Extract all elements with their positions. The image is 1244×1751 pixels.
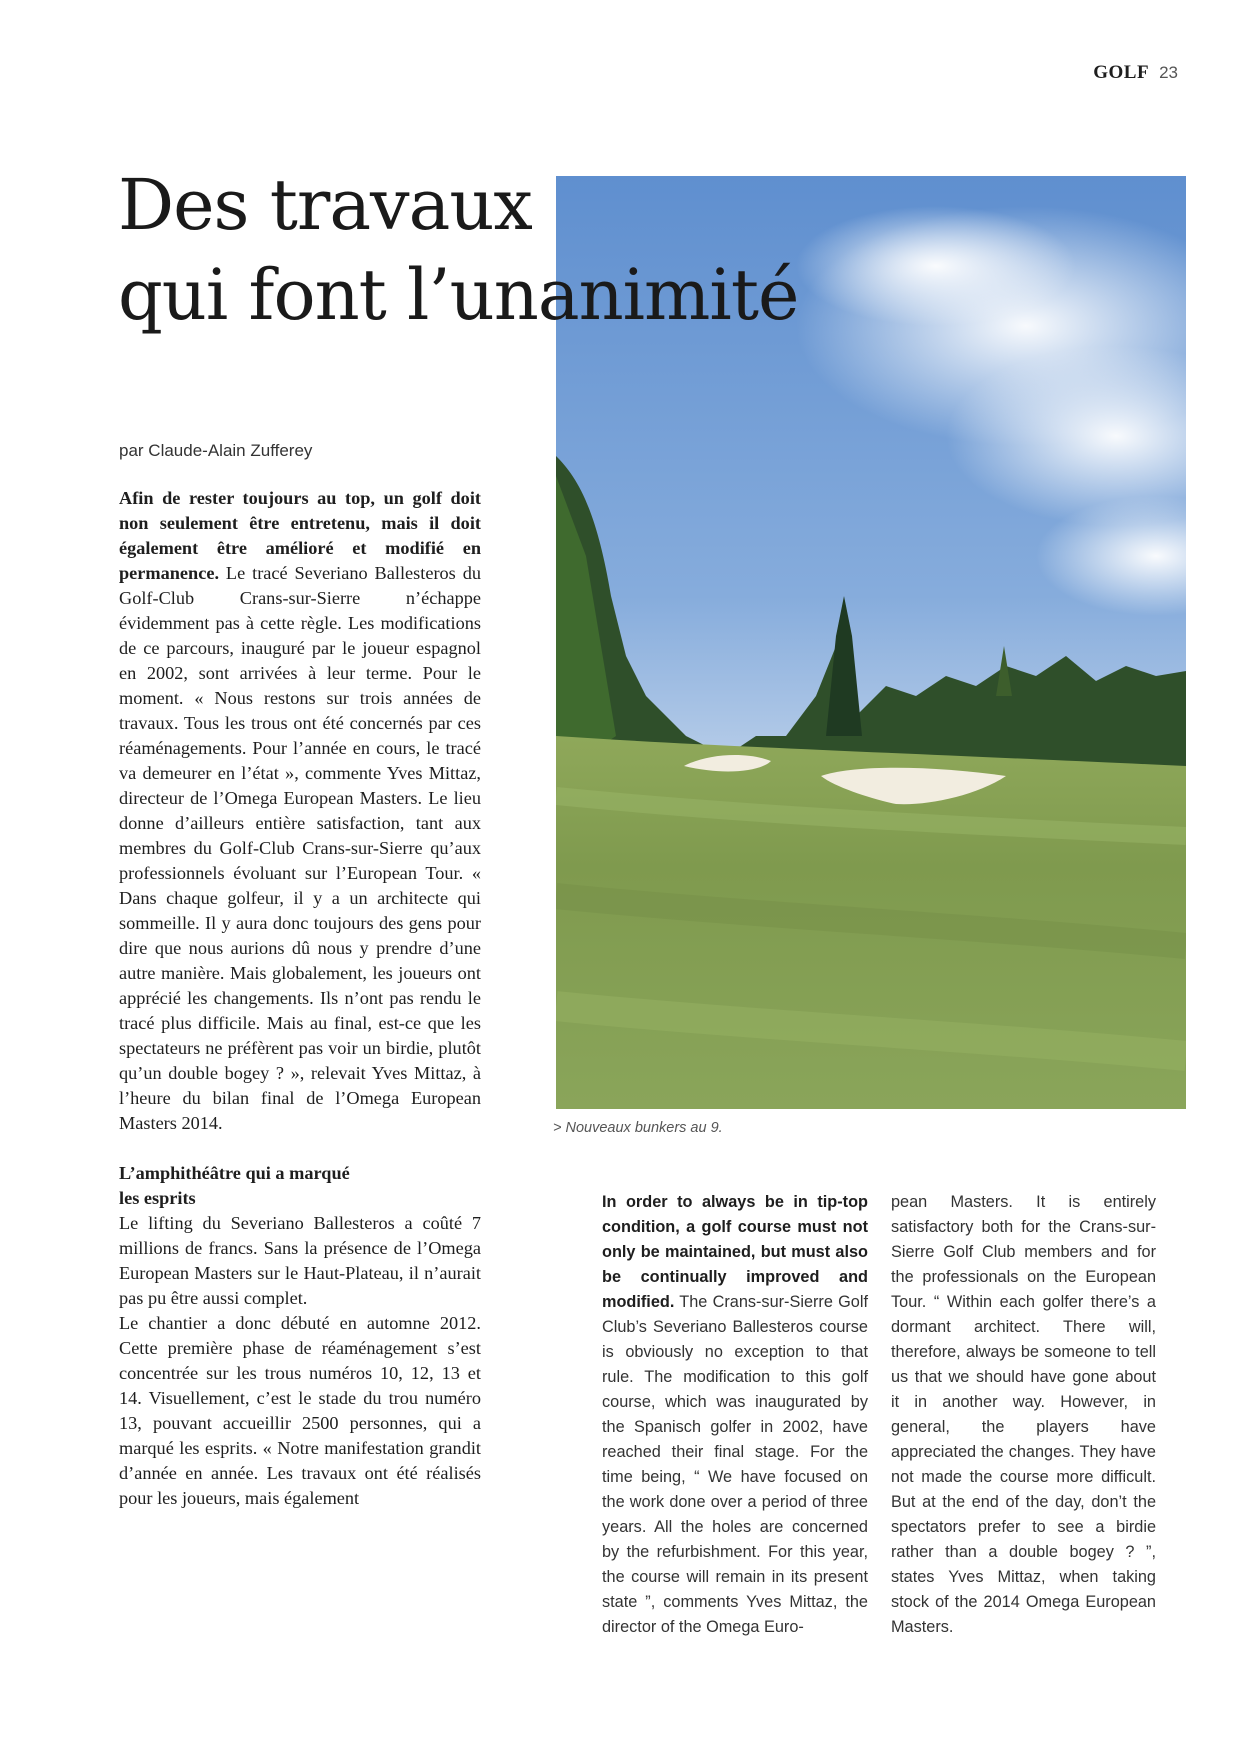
section-label: GOLF	[1093, 62, 1150, 83]
title-line-1: Des travaux	[118, 164, 532, 246]
title-line-2: qui font l’unanimité	[118, 254, 799, 336]
article-title	[118, 160, 818, 340]
english-column-1	[602, 1190, 868, 1640]
body-text: The Crans-sur-Sierre Golf Club’s Severiano Ballesteros course is obviously no exception to that rule. The modification to this golf course, which was inaugurated by the Spanisch golfer in 2002, have reached their final stage. For the time being, “ We have focused on the work done over a period of three years. All the holes are concerned by the refurbishment. For this year, the course will remain in its present state ”, comments Yves Mittaz, the director of the Omega Euro-	[602, 1293, 868, 1636]
byline: par Claude-Alain Zufferey	[119, 441, 313, 460]
paragraph	[602, 1190, 868, 1640]
english-column-2	[891, 1190, 1156, 1640]
page-number: 23	[1159, 63, 1178, 82]
subhead-line-1: L’amphithéâtre qui a marqué	[119, 1163, 350, 1183]
paragraph: Le chantier a donc débuté en automne 2012. Cette première phase de réaménagement s’est concentrée sur les trous numéros 10, 12, 13 et 14. Visuellement, c’est le stade du trou numéro 13, pouvant accueillir 2500 personnes, qui a marqué les esprits. « Notre manifestation grandit d’année en année. Les travaux ont été réalisés pour les joueurs, mais également	[119, 1313, 481, 1508]
lead-text: Afin de rester toujours au top, un golf doit non seulement être entretenu, mais il doit également être amélioré et modifié en permanence.	[119, 488, 481, 583]
lead-text: In order to always be in tip-top condition, a golf course must not only be maintained, but must also be continually improved and modified.	[602, 1193, 868, 1311]
subhead-line-2: les esprits	[119, 1188, 196, 1208]
paragraph: Le lifting du Severiano Ballesteros a coûté 7 millions de francs. Sans la présence de l’Omega European Masters sur le Haut-Plateau, il n’aurait pas pu être aussi complet.	[119, 1213, 481, 1308]
running-head	[1093, 62, 1178, 84]
photo-caption: > Nouveaux bunkers au 9.	[553, 1120, 723, 1136]
body-text: Le tracé Severiano Ballesteros du Golf-Club Crans-sur-Sierre n’échappe évidemment pas à cette règle. Les modifications de ce parcours, inauguré par le joueur espagnol en 2002, sont arrivées à leur terme. Pour le moment. « Nous restons sur trois années de travaux. Tous les trous ont été concernés par ces réaménagements. Pour l’année en cours, le tracé va demeurer en l’état », commente Yves Mittaz, directeur de l’Omega European Masters. Le lieu donne d’ailleurs entière satisfaction, tant aux membres du Golf-Club Crans-sur-Sierre qu’aux professionnels évoluant sur l’European Tour. « Dans chaque golfeur, il y a un architecte qui sommeille. Il y aura donc toujours des gens pour dire que nous aurions dû nous y prendre d’une autre manière. Mais globalement, les joueurs ont apprécié les changements. Ils n’ont pas rendu le tracé plus difficile. Mais au final, est-ce que les spectateurs ne préfèrent pas voir un birdie, plutôt qu’un double bogey ? », relevait Yves Mittaz, à l’heure du bilan final de l’Omega European Masters 2014.	[119, 563, 481, 1133]
paragraph	[119, 486, 481, 1136]
french-column	[119, 486, 481, 1511]
paragraph: pean Masters. It is entirely satisfactory both for the Crans-sur-Sierre Golf Club members and for the professionals on the European Tour. “ Within each golfer there’s a dormant architect. There will, therefore, always be someone to tell us that we should have gone about it in another way. However, in general, the players have appreciated the changes. They have not made the course more difficult. But at the end of the day, don’t the spectators prefer to see a birdie rather than a double bogey ? ”, states Yves Mittaz, when taking stock of the 2014 Omega European Masters.	[891, 1193, 1156, 1636]
subheading	[119, 1161, 481, 1211]
